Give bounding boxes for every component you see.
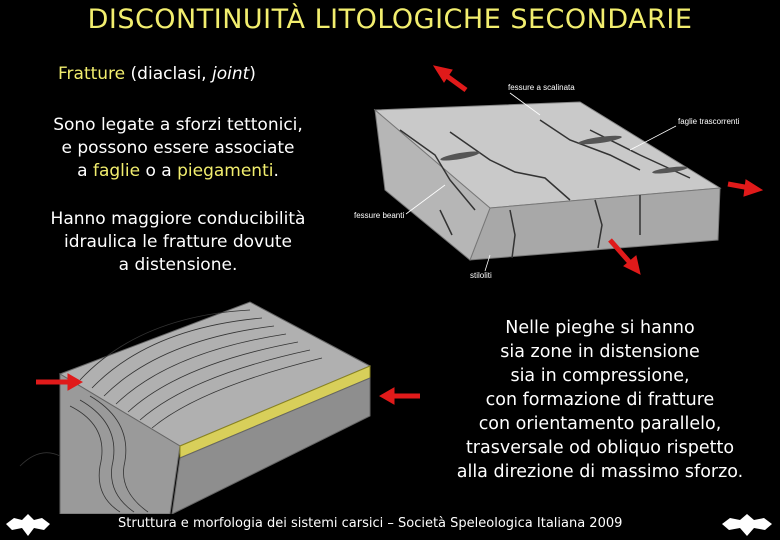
p1-prefix: a <box>77 161 93 181</box>
p1-word-faglie: faglie <box>92 161 141 181</box>
ssi-logo-right <box>720 512 774 538</box>
p2-line3: a distensione. <box>118 255 238 275</box>
p3-line5: con orientamento parallelo, <box>478 414 722 434</box>
label-stiloliti: stiloliti <box>470 271 492 280</box>
p3-line3: sia in compressione, <box>510 366 690 386</box>
subtitle-term: Fratture <box>58 64 126 84</box>
p3-line6: trasversale od obliquo rispetto <box>465 438 735 458</box>
subtitle-italic: joint <box>211 64 250 84</box>
subtitle <box>58 64 256 84</box>
slide-title: DISCONTINUITÀ LITOLOGICHE SECONDARIE <box>87 4 693 35</box>
p1-middle: o a <box>140 161 178 181</box>
p1-suffix: . <box>273 161 279 181</box>
p3-line4: con formazione di fratture <box>485 390 715 410</box>
p1-line2: e possono essere associate <box>61 138 295 158</box>
paragraph-folds <box>430 316 770 484</box>
p2-line2: idraulica le fratture dovute <box>63 232 293 252</box>
p3-line7: alla direzione di massimo sforzo. <box>456 462 744 482</box>
p1-word-piegamenti: piegamenti <box>177 161 274 181</box>
subtitle-paren-close: ) <box>249 64 256 84</box>
ssi-logo-left <box>4 512 52 538</box>
p2-line1: Hanno maggiore conducibilità <box>50 209 306 229</box>
paragraph-tectonic <box>18 114 338 183</box>
p1-line3 <box>18 160 338 183</box>
label-faglie-trascorrenti: faglie trascorrenti <box>678 117 740 126</box>
label-fessure-scalinata: fessure a scalinata <box>508 83 575 92</box>
p3-line1: Nelle pieghe si hanno <box>505 318 695 338</box>
subtitle-paren-open: (diaclasi, <box>125 64 212 84</box>
fold-diagram <box>0 296 420 514</box>
label-fessure-beanti: fessure beanti <box>354 211 405 220</box>
fracture-block-diagram <box>340 60 780 290</box>
p3-line2: sia zone in distensione <box>500 342 700 362</box>
footer-credit: Struttura e morfologia dei sistemi carsici – Società Speleologica Italiana 2009 <box>118 516 623 531</box>
paragraph-conductivity <box>18 208 338 277</box>
p1-line1: Sono legate a sforzi tettonici, <box>53 115 303 135</box>
